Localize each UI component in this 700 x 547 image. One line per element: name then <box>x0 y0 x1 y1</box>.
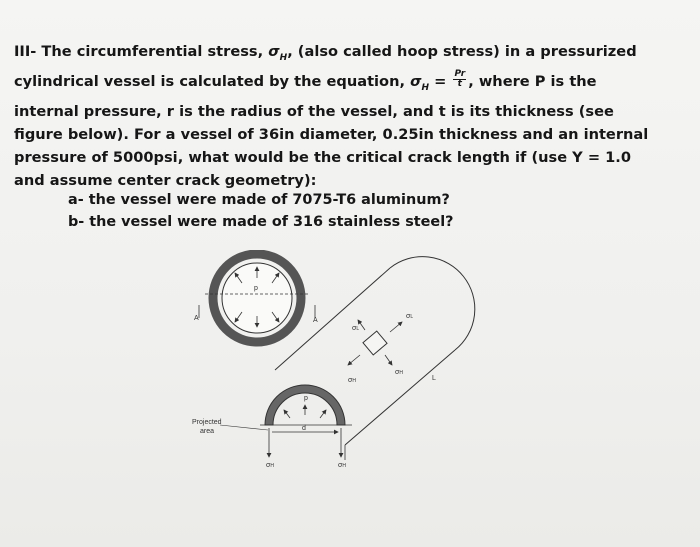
fraction-numerator: Pr <box>454 69 466 80</box>
equation-fraction <box>453 70 466 89</box>
part-b: b- the vessel were made of 316 stainless steel? <box>68 214 454 230</box>
fraction-denominator: t <box>457 79 462 90</box>
question-text <box>14 40 650 192</box>
question-prefix: III- The circumferential stress, <box>14 43 264 60</box>
label-L: L <box>432 375 436 382</box>
label-p-top: p <box>254 285 258 292</box>
equation-lhs: $\sigma_H$ <box>410 72 430 93</box>
svg-text:σH: σH <box>266 462 274 469</box>
label-a-left: A <box>194 315 199 322</box>
label-d: d <box>302 425 306 432</box>
svg-text:σL: σL <box>352 325 360 332</box>
part-a: a- the vessel were made of 7075-T6 aluminum? <box>68 192 450 208</box>
equation-equals: = <box>429 72 452 90</box>
svg-text:σH: σH <box>348 377 356 384</box>
half-section <box>192 385 352 469</box>
question-paragraph <box>14 40 650 192</box>
svg-text:σH: σH <box>338 462 346 469</box>
stress-element <box>348 313 436 384</box>
sigma-h-symbol: $\sigma_H$ <box>268 43 288 63</box>
label-a-right: A <box>313 317 318 324</box>
pressure-vessel-figure <box>180 250 480 475</box>
svg-text:σH: σH <box>395 369 403 376</box>
cross-section-ring <box>194 254 318 342</box>
label-area: area <box>200 428 215 435</box>
svg-text:σL: σL <box>406 313 414 320</box>
question-after-equation: , where P is the internal pressure, r is the radius of the vessel, and t is its thickness (see figure below). For a vessel of 36in diameter, 0.25in thickness and an internal pressure of 5000psi, what would be the critical crack length if (use Y = 1.0 and assume center crack geometry): <box>14 72 649 189</box>
question-line1-rest: , (also called hoop stress) in a pressurized cylindrical vessel is calculated by the equation, <box>14 43 637 90</box>
label-p-mid: p <box>304 395 308 402</box>
label-projected: Projected <box>192 419 222 426</box>
question-parts <box>68 189 453 233</box>
